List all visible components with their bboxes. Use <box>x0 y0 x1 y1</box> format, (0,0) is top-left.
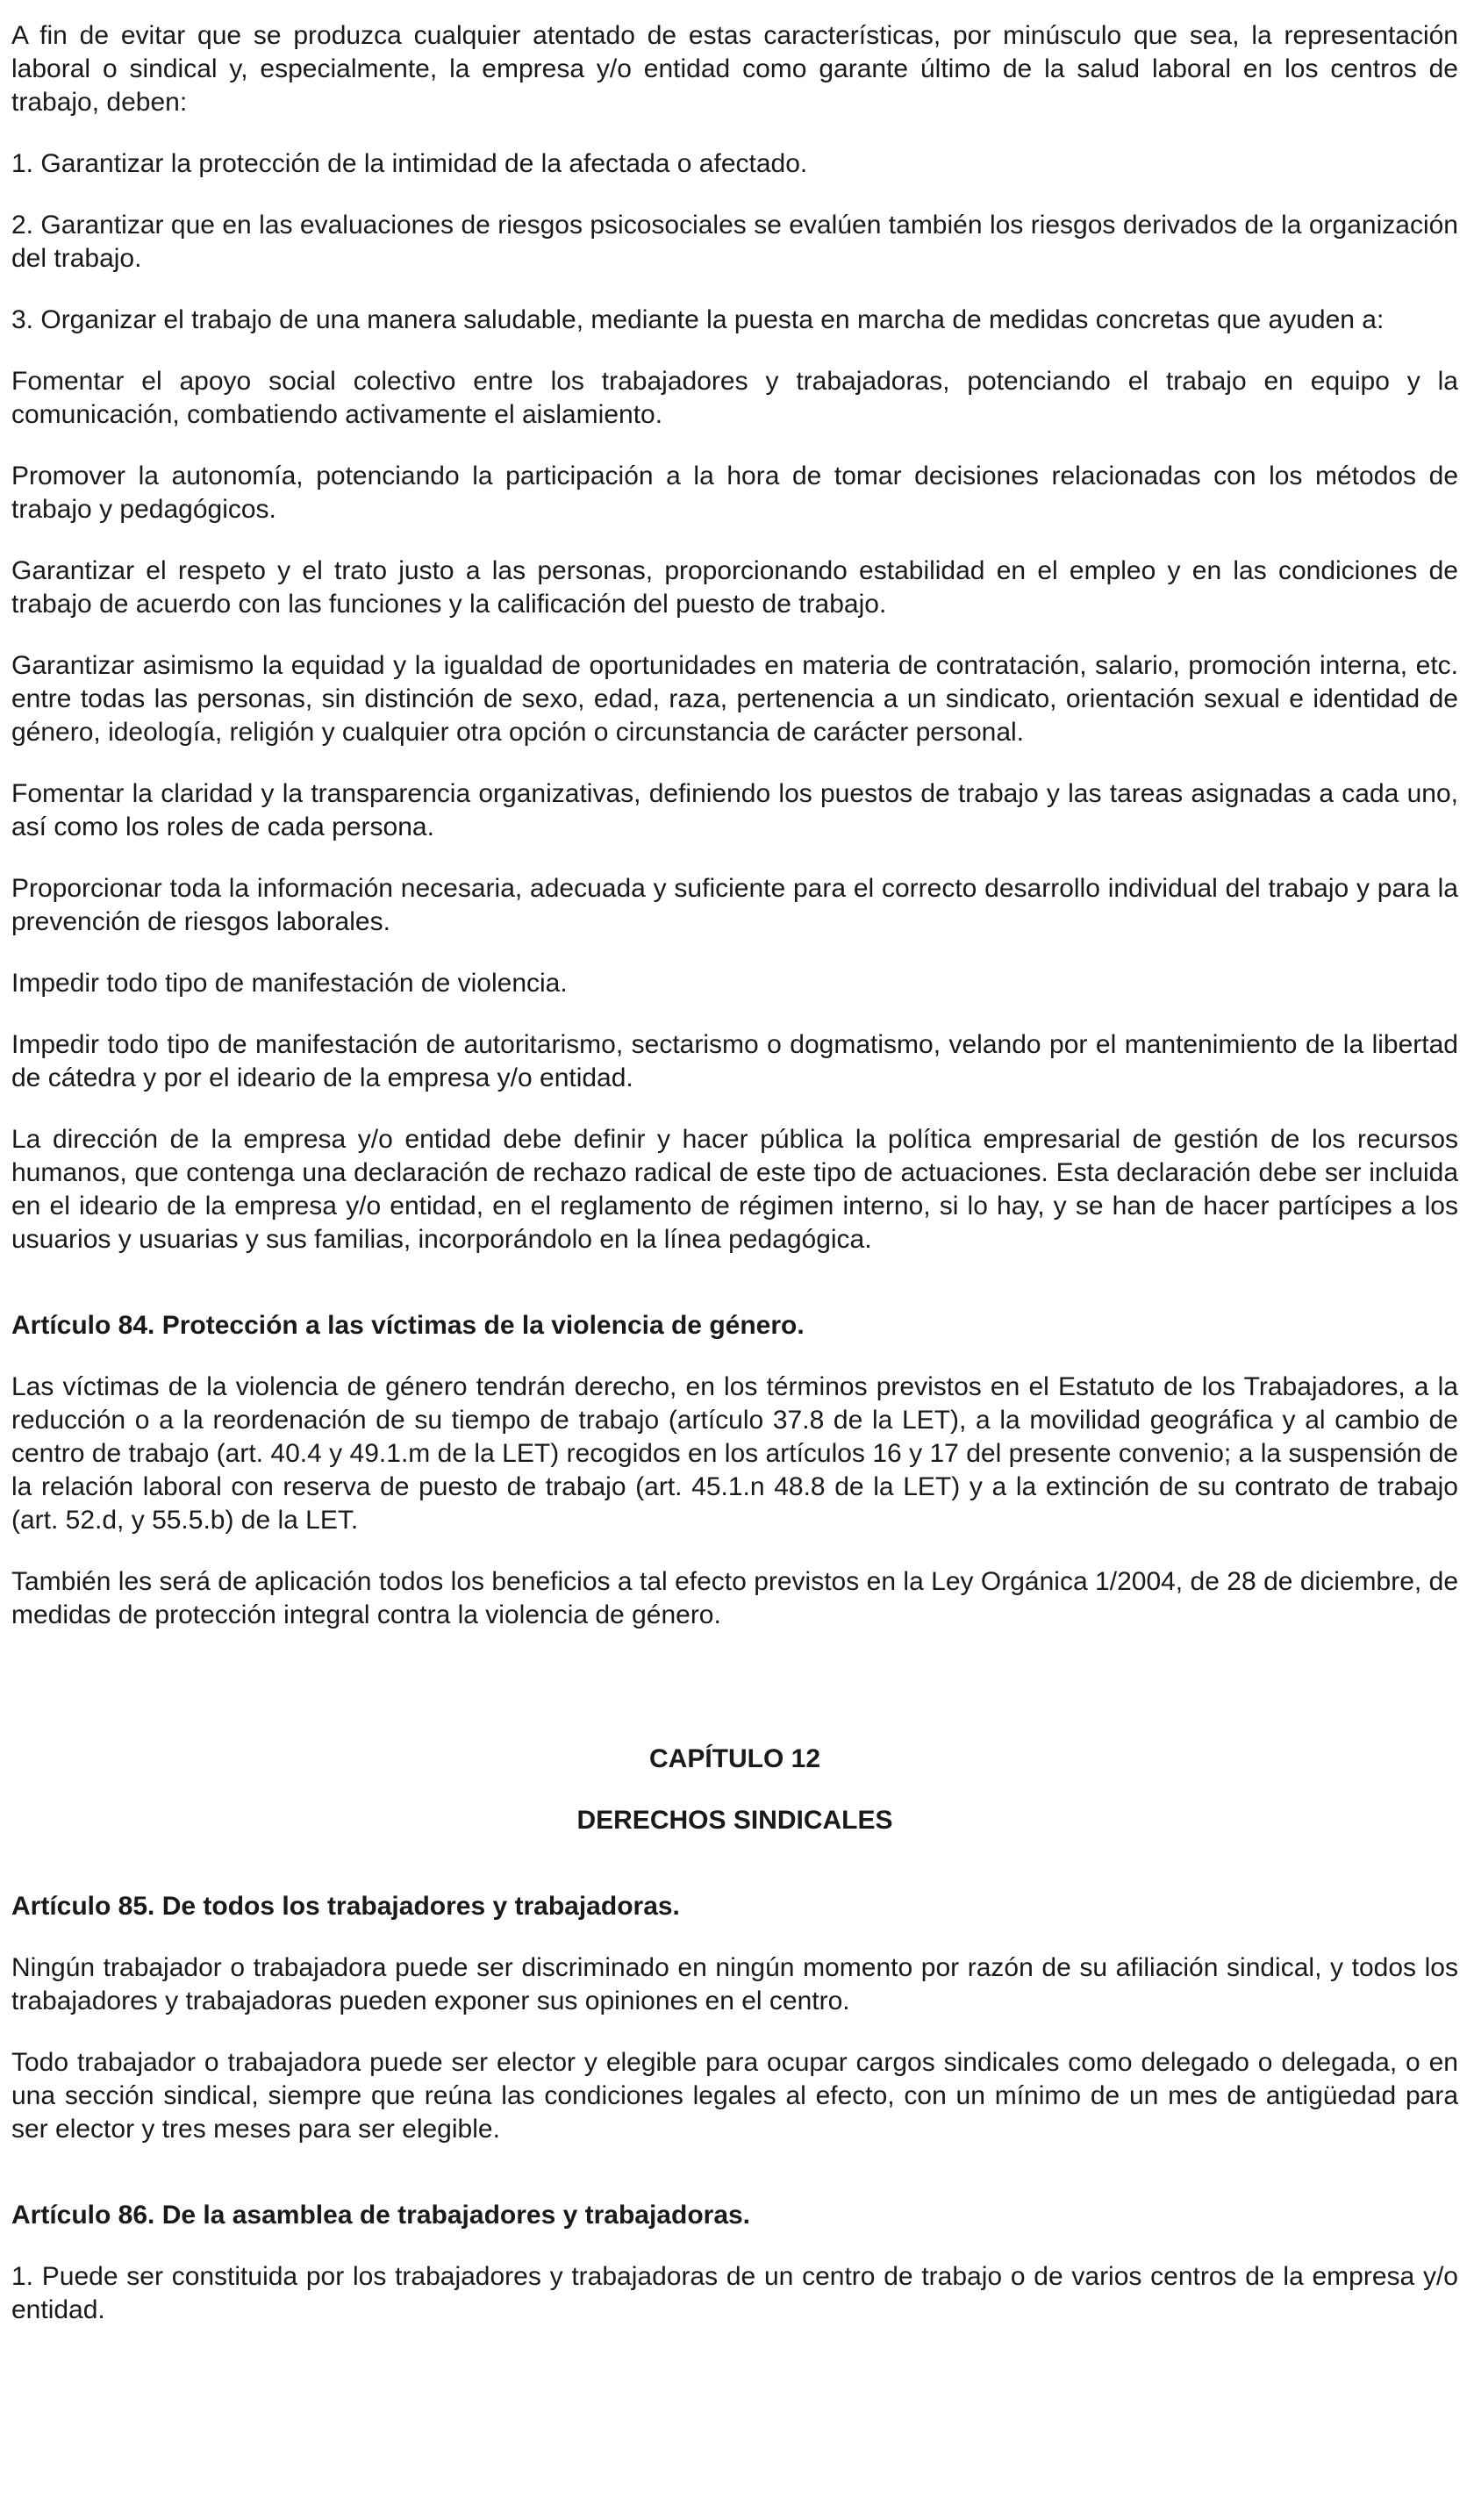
article-heading-84: Artículo 84. Protección a las víctimas de la violencia de género. <box>11 1311 805 1340</box>
paragraph: También les será de aplicación todos los beneficios a tal efecto previstos en la Ley Orgánica 1/2004, de 28 de diciembre, de medidas de protección integral contra la violencia de género. <box>11 1567 1458 1629</box>
paragraph: 3. Organizar el trabajo de una manera saludable, mediante la puesta en marcha de medidas concretas que ayuden a: <box>11 305 1385 334</box>
paragraph: Todo trabajador o trabajadora puede ser elector y elegible para ocupar cargos sindicales como delegado o delegada, o en una sección sindical, siempre que reúna las condiciones legales al efecto, con un mínimo de un mes de antigüedad para ser elector y tres meses para ser elegible. <box>11 2048 1458 2144</box>
paragraph: La dirección de la empresa y/o entidad debe definir y hacer pública la política empresarial de gestión de los recursos humanos, que contenga una declaración de rechazo radical de este tipo de actuaciones. Esta declaración debe ser incluida en el ideario de la empresa y/o entidad, en el reglamento de régimen interno, si lo hay, y se han de hacer partícipes a los usuarios y usuarias y sus familias, incorporándolo en la línea pedagógica. <box>11 1125 1458 1254</box>
article-heading-86: Artículo 86. De la asamblea de trabajadores y trabajadoras. <box>11 2201 751 2230</box>
paragraph: 1. Puede ser constituida por los trabajadores y trabajadoras de un centro de trabajo o de varios centros de la empresa y/o entidad. <box>11 2262 1458 2324</box>
article-heading-85: Artículo 85. De todos los trabajadores y trabajadoras. <box>11 1892 680 1921</box>
paragraph: 1. Garantizar la protección de la intimidad de la afectada o afectado. <box>11 149 808 178</box>
paragraph: 2. Garantizar que en las evaluaciones de riesgos psicosociales se evalúen también los riesgos derivados de la organización del trabajo. <box>11 211 1458 273</box>
paragraph: A fin de evitar que se produzca cualquier atentado de estas características, por minúsculo que sea, la representación laboral o sindical y, especialmente, la empresa y/o entidad como garante último de la salud laboral en los centros de trabajo, deben: <box>11 21 1458 117</box>
paragraph: Impedir todo tipo de manifestación de autoritarismo, sectarismo o dogmatismo, velando por el mantenimiento de la libertad de cátedra y por el ideario de la empresa y/o entidad. <box>11 1030 1458 1092</box>
paragraph: Promover la autonomía, potenciando la participación a la hora de tomar decisiones relacionadas con los métodos de trabajo y pedagógicos. <box>11 462 1458 524</box>
paragraph: Garantizar el respeto y el trato justo a las personas, proporcionando estabilidad en el empleo y en las condiciones de trabajo de acuerdo con las funciones y la calificación del puesto de trabajo. <box>11 556 1458 619</box>
paragraph: Fomentar el apoyo social colectivo entre los trabajadores y trabajadoras, potenciando el trabajo en equipo y la comunicación, combatiendo activamente el aislamiento. <box>11 367 1458 429</box>
chapter-title: DERECHOS SINDICALES <box>576 1806 893 1835</box>
chapter-number: CAPÍTULO 12 <box>648 1744 821 1773</box>
paragraph: Proporcionar toda la información necesaria, adecuada y suficiente para el correcto desarrollo individual del trabajo y para la prevención de riesgos laborales. <box>11 874 1458 936</box>
paragraph: Garantizar asimismo la equidad y la igualdad de oportunidades en materia de contratación, salario, promoción interna, etc. entre todas las personas, sin distinción de sexo, edad, raza, pertenencia a un sindicato, orientación sexual e identidad de género, ideología, religión y cualquier otra opción o circunstancia de carácter personal. <box>11 651 1458 747</box>
paragraph: Impedir todo tipo de manifestación de violencia. <box>11 969 568 998</box>
paragraph: Las víctimas de la violencia de género tendrán derecho, en los términos previstos en el Estatuto de los Trabajadores, a la reducción o a la reordenación de su tiempo de trabajo (artículo 37.8 de la LET), a la movilidad geográfica y al cambio de centro de trabajo (art. 40.4 y 49.1.m de la LET) recogidos en los artículos 16 y 17 del presente convenio; a la suspensión de la relación laboral con reserva de puesto de trabajo (art. 45.1.n 48.8 de la LET) y a la extinción de su contrato de trabajo (art. 52.d, y 55.5.b) de la LET. <box>11 1372 1458 1535</box>
paragraph: Ningún trabajador o trabajadora puede ser discriminado en ningún momento por razón de su afiliación sindical, y todos los trabajadores y trabajadoras pueden exponer sus opiniones en el centro. <box>11 1953 1458 2015</box>
paragraph: Fomentar la claridad y la transparencia organizativas, definiendo los puestos de trabajo y las tareas asignadas a cada uno, así como los roles de cada persona. <box>11 779 1458 841</box>
